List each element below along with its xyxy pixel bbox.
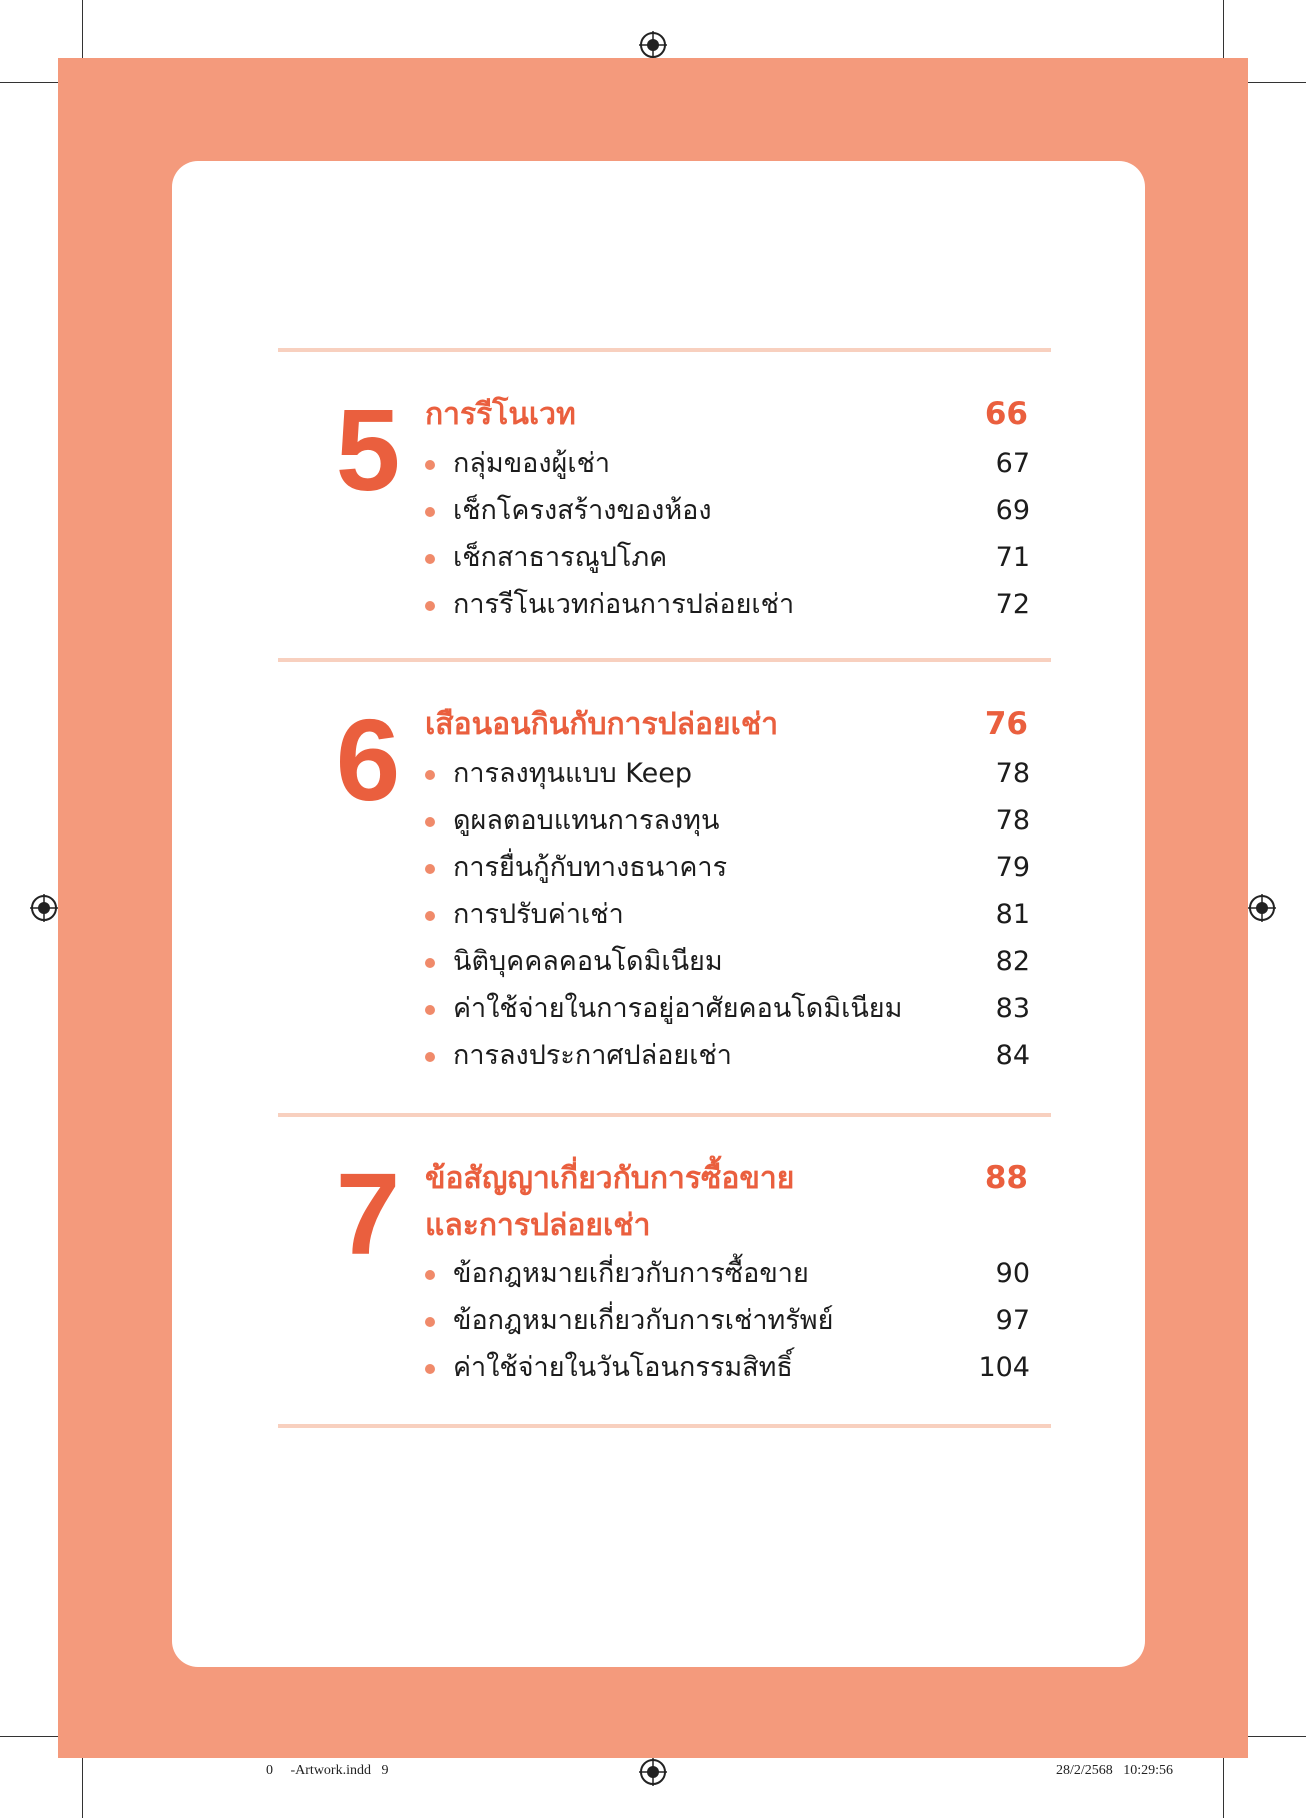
registration-mark-icon: [639, 1758, 667, 1786]
toc-item-page: 78: [995, 758, 1030, 789]
toc-item[interactable]: [423, 844, 1030, 891]
toc-item[interactable]: [423, 1032, 1030, 1079]
toc-item-page: 78: [995, 805, 1030, 836]
crop-mark: [0, 1736, 60, 1737]
toc-item[interactable]: [423, 1250, 1030, 1297]
toc-item-label: การรีโนเวทก่อนการปล่อยเช่า: [453, 589, 795, 620]
toc-item-page: 69: [995, 495, 1030, 526]
bullet-icon: [425, 554, 435, 564]
toc-item-label: การปรับค่าเช่า: [453, 899, 624, 930]
toc-item-page: 82: [995, 946, 1030, 977]
crop-mark: [1246, 82, 1306, 83]
toc-item-label: ค่าใช้จ่ายในวันโอนกรรมสิทธิ์: [453, 1352, 793, 1383]
toc-item-label: ข้อกฎหมายเกี่ยวกับการซื้อขาย: [453, 1258, 809, 1289]
toc-item-page: 71: [995, 542, 1030, 573]
chapter-number: 7: [335, 1149, 401, 1279]
toc-item[interactable]: [423, 797, 1030, 844]
bullet-icon: [425, 1364, 435, 1374]
toc-item-label: นิติบุคคลคอนโดมิเนียม: [453, 946, 723, 977]
toc-item-label: เช็กสาธารณูปโภค: [453, 542, 668, 573]
toc-item[interactable]: [423, 1344, 1030, 1391]
toc-item-page: 83: [995, 993, 1030, 1024]
registration-mark-icon: [1248, 894, 1276, 922]
toc-item-page: 79: [995, 852, 1030, 883]
bullet-icon: [425, 507, 435, 517]
crop-mark: [82, 0, 83, 60]
toc-item-page: 104: [978, 1352, 1030, 1383]
bullet-icon: [425, 1005, 435, 1015]
toc-item[interactable]: [423, 581, 1030, 628]
toc-item-label: เช็กโครงสร้างของห้อง: [453, 495, 712, 526]
toc-item-label: ข้อกฎหมายเกี่ยวกับการเช่าทรัพย์: [453, 1305, 834, 1336]
toc-item-label: กลุ่มของผู้เช่า: [453, 448, 611, 479]
bullet-icon: [425, 1270, 435, 1280]
crop-mark: [1246, 1736, 1306, 1737]
toc-item[interactable]: [423, 938, 1030, 985]
divider: [278, 348, 1051, 352]
toc-item[interactable]: [423, 534, 1030, 581]
bullet-icon: [425, 958, 435, 968]
toc-item[interactable]: [423, 891, 1030, 938]
crop-mark: [0, 82, 60, 83]
crop-mark: [1223, 1758, 1224, 1818]
bullet-icon: [425, 864, 435, 874]
crop-mark: [82, 1758, 83, 1818]
toc-item[interactable]: [423, 440, 1030, 487]
bullet-icon: [425, 601, 435, 611]
chapter-page-number: 76: [984, 706, 1028, 742]
toc-item-page: 97: [995, 1305, 1030, 1336]
toc-item[interactable]: [423, 985, 1030, 1032]
chapter-title[interactable]: เสือนอนกินกับการปล่อยเช่า: [425, 707, 779, 742]
bullet-icon: [425, 460, 435, 470]
toc-item-label: ค่าใช้จ่ายในการอยู่อาศัยคอนโดมิเนียม: [453, 993, 903, 1024]
divider: [278, 1113, 1051, 1117]
bullet-icon: [425, 911, 435, 921]
divider: [278, 1424, 1051, 1428]
toc-item-label: ดูผลตอบแทนการลงทุน: [453, 805, 720, 836]
toc-item-page: 90: [995, 1258, 1030, 1289]
toc-item-label: การลงประกาศปล่อยเช่า: [453, 1040, 732, 1071]
toc-item[interactable]: [423, 1297, 1030, 1344]
toc-item-label: การยื่นกู้กับทางธนาคาร: [453, 852, 728, 883]
bullet-icon: [425, 817, 435, 827]
chapter-number: 6: [335, 695, 401, 825]
registration-mark-icon: [639, 31, 667, 59]
registration-mark-icon: [30, 894, 58, 922]
toc-item-page: 72: [995, 589, 1030, 620]
toc-item[interactable]: [423, 750, 1030, 797]
bullet-icon: [425, 770, 435, 780]
toc-item-page: 84: [995, 1040, 1030, 1071]
bullet-icon: [425, 1317, 435, 1327]
crop-mark: [1223, 0, 1224, 60]
toc-item[interactable]: [423, 487, 1030, 534]
chapter-title[interactable]: การรีโนเวท: [425, 397, 576, 432]
chapter-title-line: และการปล่อยเช่า: [425, 1208, 651, 1243]
toc-item-page: 81: [995, 899, 1030, 930]
chapter-page-number: 88: [984, 1160, 1028, 1196]
chapter-number: 5: [335, 385, 401, 515]
slug-filename: 0 -Artwork.indd 9: [266, 1763, 389, 1778]
bullet-icon: [425, 1052, 435, 1062]
chapter-title[interactable]: [425, 1155, 945, 1249]
divider: [278, 658, 1051, 662]
toc-item-page: 67: [995, 448, 1030, 479]
chapter-page-number: 66: [984, 396, 1028, 432]
slug-timestamp: 28/2/2568 10:29:56: [1056, 1763, 1174, 1778]
chapter-title-line: ข้อสัญญาเกี่ยวกับการซื้อขาย: [425, 1161, 795, 1196]
toc-item-label: การลงทุนแบบ Keep: [453, 758, 692, 789]
